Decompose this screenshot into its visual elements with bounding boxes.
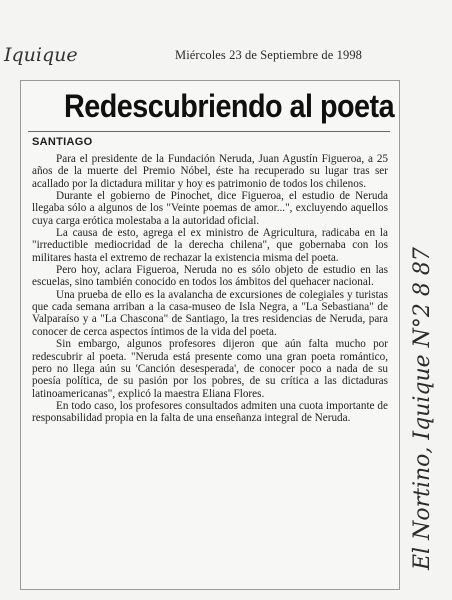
article-body [32, 153, 388, 425]
article-paragraph: Para el presidente de la Fundación Neruda, Juan Agustín Figueroa, a 25 años de la muerte del Premio Nóbel, éste ha recuperado su lugar tras ser acallado por la dictadura militar y hoy es patrimonio de todos los chilenos. [32, 153, 388, 190]
article-location: SANTIAGO [32, 136, 93, 148]
publication-date: Miércoles 23 de Septiembre de 1998 [175, 48, 363, 62]
handwritten-annotation: El Nortino, Iquique N°2 8 87 [410, 247, 435, 570]
headline-divider [28, 131, 390, 132]
article-paragraph: En todo caso, los profesores consultados admiten una cuota importante de responsabilidad propia en la falta de una enseñanza integral de Neruda. [32, 399, 388, 425]
newspaper-masthead: Iquique [4, 44, 78, 66]
article-paragraph: Pero hoy, aclara Figueroa, Neruda no es sólo objeto de estudio en las escuelas, sino también conocido en todos los ámbitos del quehacer nacional. [32, 264, 388, 289]
article-paragraph: Sin embargo, algunos profesores dijeron que aún falta mucho por redescubrir al poeta. "Neruda está presente como una gran poeta romántico, pero no llega aún su 'Canción desesperada', de conocer poco a nada de su poesía política, de su pasión por los pobres, de su crítica a las dictaduras latinoamericanas", explicó la maestra Eliana Flores. [32, 338, 388, 400]
article-headline: Redescubriendo al poeta [64, 88, 395, 124]
article-paragraph: La causa de esto, agrega el ex ministro de Agricultura, radicaba en la "irreductible mediocridad de la derecha chilena", que gobernaba con los militares hasta el extremo de rechazar la existencia misma del poeta. [32, 227, 388, 264]
article-paragraph: Durante el gobierno de Pinochet, dice Figueroa, el estudio de Neruda llegaba sólo a algunos de los "Veinte poemas de amor...", excluyendo aquellos cuya carga erótica molestaba a la autoridad oficial. [32, 190, 388, 227]
article-paragraph: Una prueba de ello es la avalancha de excursiones de colegiales y turistas que cada semana arriban a la casa-museo de Isla Negra, a "La Sebastiana" de Valparaíso y a "La Chascona" de Santiago, la tres residencias de Neruda, para conocer de cerca aspectos íntimos de la vida del poeta. [32, 288, 388, 338]
